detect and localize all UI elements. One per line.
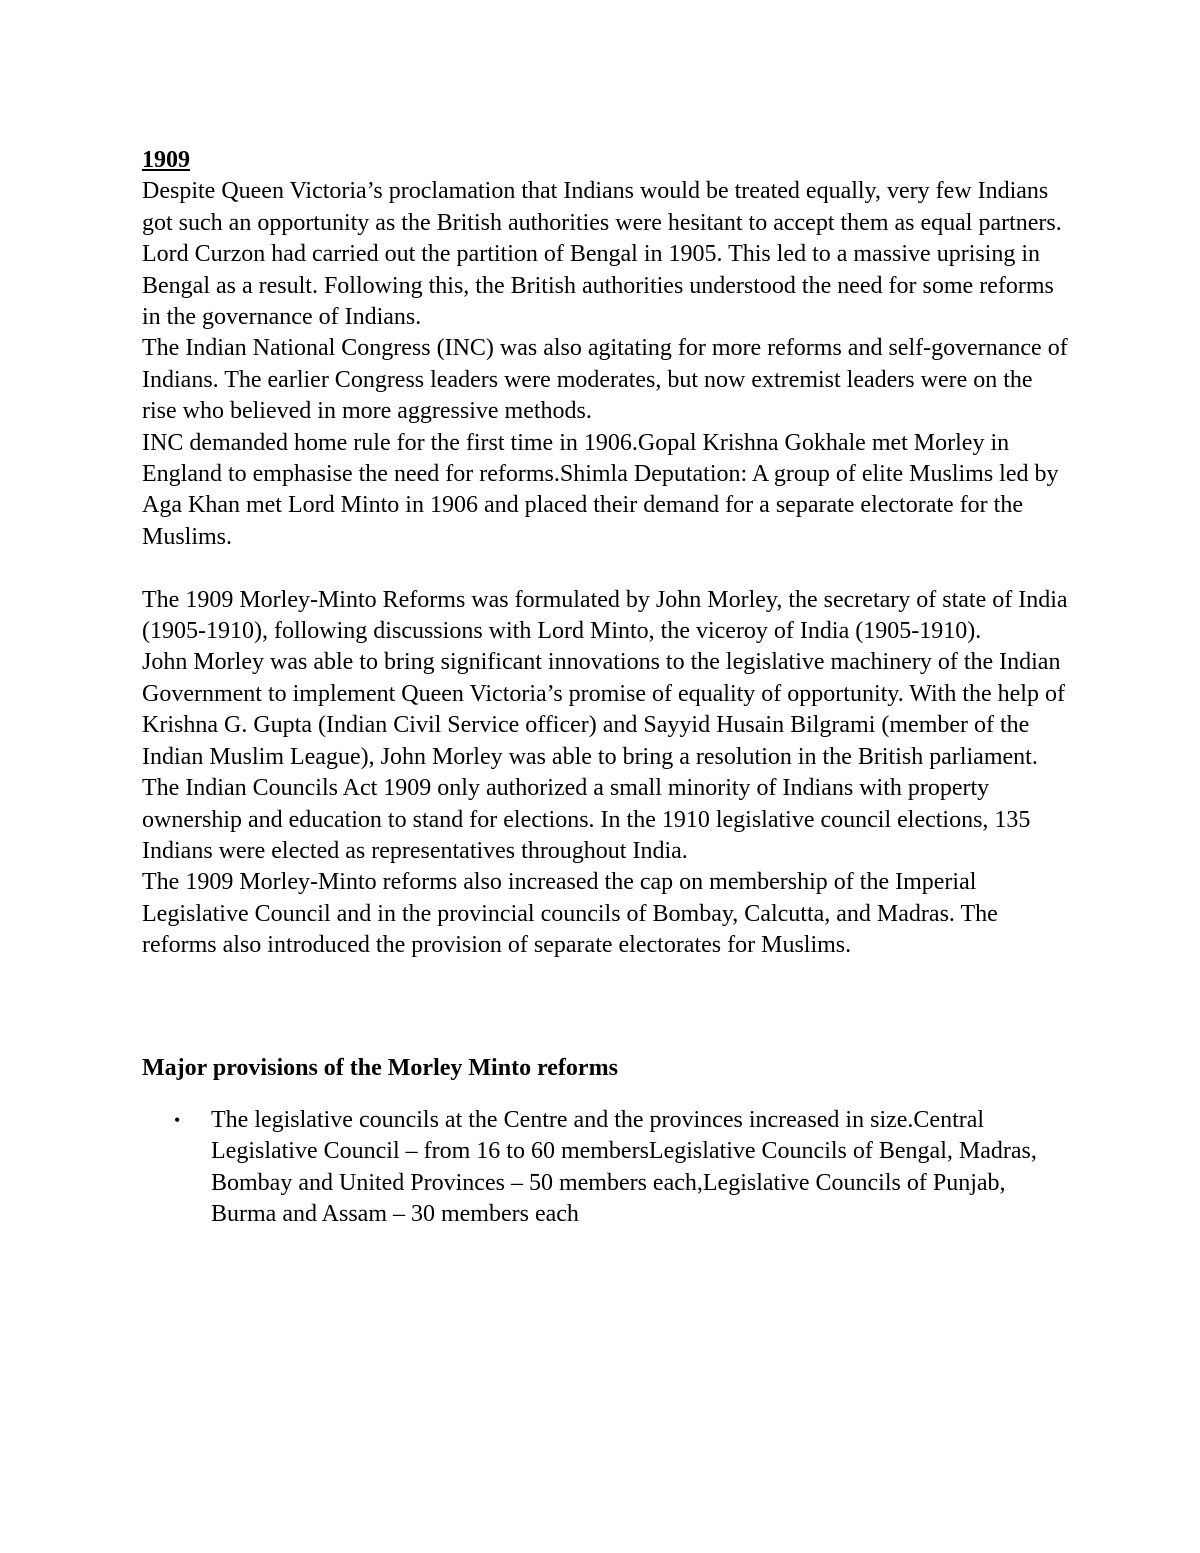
heading-spacer — [142, 1084, 1072, 1105]
paragraph-intro-4: INC demanded home rule for the first time in 1906.Gopal Krishna Gokhale met Morley in England to emphasise the need for reforms.Shimla Deputation: A group of elite Muslims led by Aga Khan met Lord Minto in 1906 and placed their demand for a separate electorate for the Muslims. — [142, 429, 1059, 550]
paragraph-reforms-3: The Indian Councils Act 1909 only authorized a small minority of Indians with property ownership and education to stand for elections. In the 1910 legislative council elections, 135 Indians were elected as representatives throughout India. — [142, 775, 1031, 864]
bullet-icon: • — [174, 1109, 181, 1130]
provision-text: The legislative councils at the Centre and the provinces increased in size.Central Legislative Council – from 16 to 60 membersLegislative Councils of Bengal, Madras, Bombay and United Provinces – 50 members each,Legislative Councils of Punjab, Burma and Assam – 30 members each — [211, 1106, 1037, 1228]
paragraph-reforms-4: The 1909 Morley-Minto reforms also increased the cap on membership of the Imperial Legislative Council and in the provincial councils of Bombay, Calcutta, and Madras. The reforms also introduced the provision of separate electorates for Muslims. — [142, 869, 998, 959]
paragraph-intro-3: The Indian National Congress (INC) was also agitating for more reforms and self-governance of Indians. The earlier Congress leaders were moderates, but now extremist leaders were on the rise who believed in more aggressive methods. — [142, 335, 1068, 425]
list-item — [142, 1105, 1072, 1231]
section-heading: Major provisions of the Morley Minto reforms — [142, 1054, 618, 1081]
paragraph-spacer — [142, 553, 1072, 584]
paragraph-reforms-2: John Morley was able to bring significant innovations to the legislative machinery of the Indian Government to implement Queen Victoria’s promise of equality of opportunity. With the help of Krishna G. Gupta (Indian Civil Service officer) and Sayyid Husain Bilgrami (member of the Indian Muslim League), John Morley was able to bring a resolution in the British parliament. — [142, 649, 1065, 770]
document-page — [142, 145, 1072, 1231]
paragraph-intro-2: Lord Curzon had carried out the partition of Bengal in 1905. This led to a massive uprising in Bengal as a result. Following this, the British authorities understood the need for some reforms in the governance of Indians. — [142, 241, 1054, 331]
provisions-list — [142, 1105, 1072, 1231]
document-title: 1909 — [142, 147, 190, 173]
section-spacer — [142, 962, 1072, 1053]
paragraph-reforms-1: The 1909 Morley-Minto Reforms was formulated by John Morley, the secretary of state of India (1905-1910), following discussions with Lord Minto, the viceroy of India (1905-1910). — [142, 586, 1068, 645]
paragraph-intro-1: Despite Queen Victoria’s proclamation that Indians would be treated equally, very few Indians got such an opportunity as the British authorities were hesitant to accept them as equal partners. — [142, 178, 1062, 236]
